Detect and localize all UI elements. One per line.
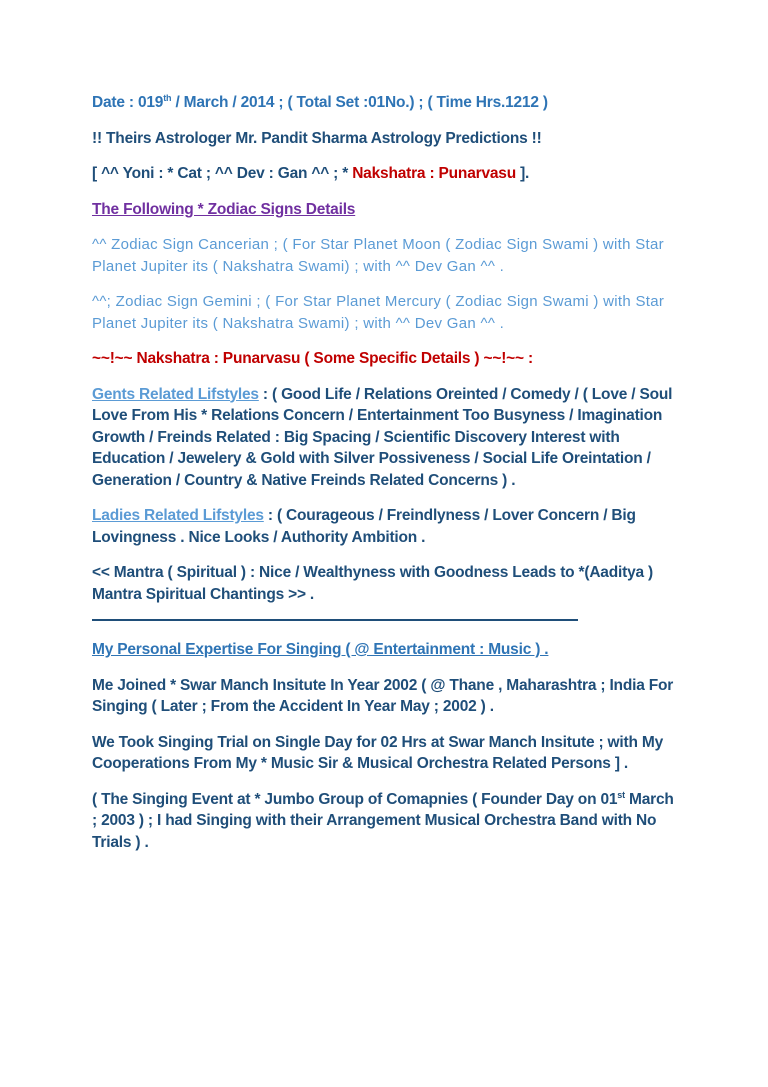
event-rest: March ; 2003 ) ; I had Singing with their Arrangement Musical Orchestra Band with No Trials ) . xyxy=(92,790,674,851)
date-line xyxy=(92,92,682,114)
gents-text: : ( Good Life / Relations Oreinted / Comedy / ( Love / Soul Love From His * Relations Concern / Entertainment Too Busyness / Imagination Growth / Freinds Related : Big Spacing / Scientific Discovery Interest with Education / Jewelery & Gold with Silver Possiveness / Social Life Oreintation / Generation / Country & Native Freinds Related Concerns ) . xyxy=(92,385,673,489)
yoni-text: [ ^^ Yoni : * Cat ; ^^ Dev : Gan ^^ ; * xyxy=(92,165,353,182)
yoni-line xyxy=(92,163,682,185)
nakshatra-heading: ~~!~~ Nakshatra : Punarvasu ( Some Specific Details ) ~~!~~ : xyxy=(92,350,533,367)
yoni-close: ]. xyxy=(515,165,530,182)
gents-label: Gents Related Lifstyles xyxy=(92,385,259,403)
ladies-text: : ( Courageous / Freindlyness / Lover Concern / Big Lovingness . Nice Looks / Authority Ambition . xyxy=(92,507,636,546)
nakshatra-name: Nakshatra : Punarvasu xyxy=(352,165,516,182)
divider xyxy=(92,619,578,621)
ladies-label: Ladies Related Lifstyles xyxy=(92,507,264,524)
date-rest: / March / 2014 ; ( Total Set :01No.) ; ( Time Hrs.1212 ) xyxy=(171,94,548,111)
event-suffix: st xyxy=(617,789,625,800)
mantra-paragraph: << Mantra ( Spiritual ) : Nice / Wealthyness with Goodness Leads to *(Aaditya ) Mantra Spiritual Chantings >> . xyxy=(92,564,653,603)
gents-paragraph xyxy=(92,384,682,492)
date-text: Date : 019 xyxy=(92,94,164,111)
zodiac-sign-cancerian: ^^ Zodiac Sign Cancerian ; ( For Star Planet Moon ( Zodiac Sign Swami ) with Star Planet Jupiter its ( Nakshatra Swami) ; with ^^ Dev Gan ^^ . xyxy=(92,236,664,275)
zodiac-sign-gemini: ^^; Zodiac Sign Gemini ; ( For Star Planet Mercury ( Zodiac Sign Swami ) with Star Planet Jupiter its ( Nakshatra Swami) ; with ^^ Dev Gan ^^ . xyxy=(92,293,665,332)
singing-heading: My Personal Expertise For Singing ( @ Entertainment : Music ) . xyxy=(92,641,549,658)
event-paragraph xyxy=(92,789,682,854)
joined-paragraph: Me Joined * Swar Manch Insitute In Year 2002 ( @ Thane , Maharashtra ; India For Singing ( Later ; From the Accident In Year May ; 2002 ) . xyxy=(92,676,674,715)
title-line: !! Theirs Astrologer Mr. Pandit Sharma Astrology Predictions !! xyxy=(92,129,542,147)
event-text: ( The Singing Event at * Jumbo Group of Comapnies ( Founder Day on 01 xyxy=(92,790,618,808)
ladies-paragraph xyxy=(92,505,682,548)
trial-paragraph: We Took Singing Trial on Single Day for 02 Hrs at Swar Manch Insitute ; with My Cooperations From My * Music Sir & Musical Orchestra Related Persons ] . xyxy=(92,733,663,772)
zodiac-heading: The Following * Zodiac Signs Details xyxy=(92,200,356,218)
document-page xyxy=(92,92,682,867)
date-suffix: th xyxy=(163,92,172,103)
